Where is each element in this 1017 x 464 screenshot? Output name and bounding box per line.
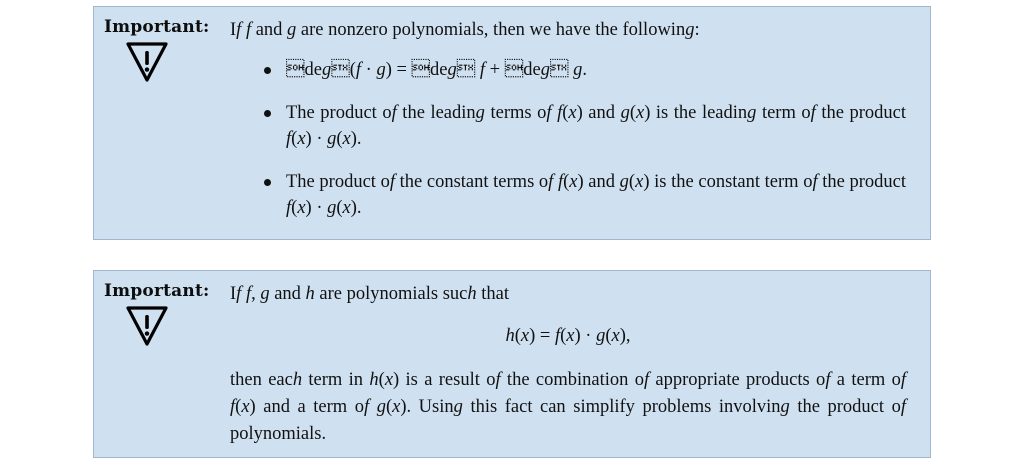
important-label-2: Important: [104, 281, 210, 301]
callout-intro-1: If f and g are nonzero polynomials, then we have the following: [230, 20, 700, 40]
callout-intro-2: If f, g and h are polynomials such that [230, 284, 510, 304]
callout-label-column-2 [94, 271, 224, 352]
warning-triangle-icon [124, 305, 170, 352]
important-label-1: Important: [104, 17, 210, 37]
important-callout-1 [93, 6, 931, 240]
list-item: deg(f · g) = deg f + deg g. [264, 57, 906, 83]
callout-label-column-1 [94, 7, 224, 88]
important-callout-2 [93, 270, 931, 458]
callout-bullet-list-1 [230, 57, 906, 221]
list-item: The product of the leading terms of f(x) and g(x) is the leading term of the product f(x) · g(x). [264, 100, 906, 152]
callout-equation-2: h(x) = f(x) · g(x), [505, 326, 631, 346]
list-item: The product of the constant terms of f(x) and g(x) is the constant term of the product f(x) · g(x). [264, 169, 906, 221]
callout-body-1 [224, 7, 930, 231]
callout-paragraph-2: then each term in h(x) is a result of the combination of appropriate products of a term of f(x) and a term of g(x). Using this fact can simplify problems involving the product of polynomials. [230, 370, 906, 444]
warning-triangle-icon [124, 41, 170, 88]
callout-body-2 [224, 271, 930, 458]
